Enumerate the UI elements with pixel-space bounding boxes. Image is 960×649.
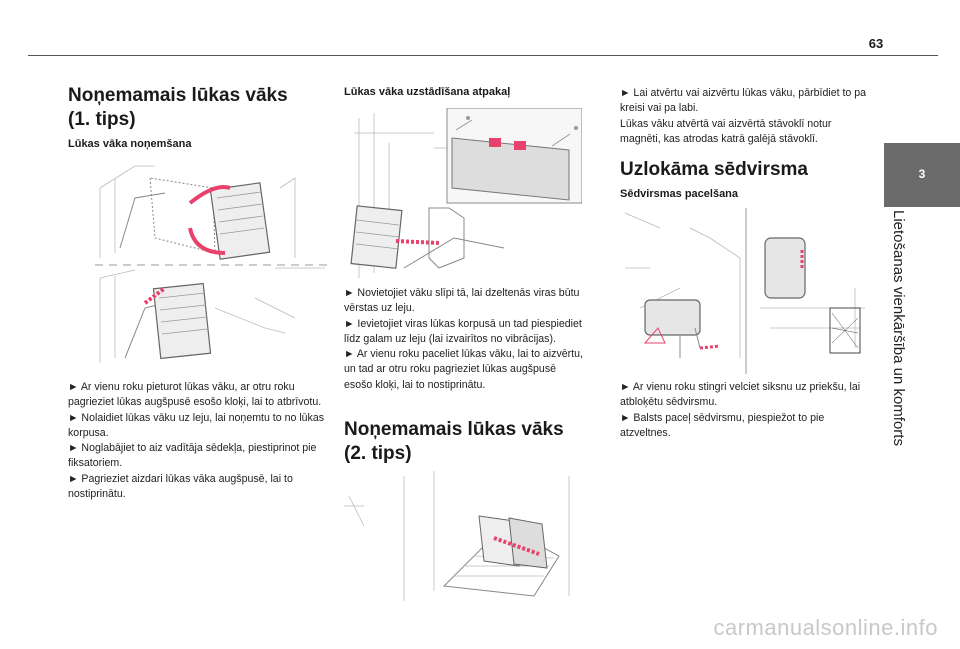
col2-step-2: ► Ievietojiet viras lūkas korpusā un tad piespiediet līdz galam uz leju (lai izvairītos no vibrācijas).: [344, 317, 582, 345]
chapter-title-vertical: [888, 210, 910, 460]
header-rule: [28, 55, 938, 56]
col2-heading2-line1: Noņemamais lūkas vāks: [344, 419, 564, 440]
col3-instructions-top: [620, 86, 870, 147]
col1-instructions: [68, 380, 328, 502]
col1-subheading: Lūkas vāka noņemšana: [68, 138, 192, 150]
page-number: 63: [868, 36, 884, 51]
col2-instructions: [344, 286, 584, 393]
col3-step-3: ► Balsts paceļ sēdvirsmu, piespiežot to pie atzveltnes.: [620, 411, 825, 439]
col3-step-2: ► Ar vienu roku stingri velciet siksnu uz priekšu, lai atbloķētu sēdvirsmu.: [620, 381, 861, 409]
col1-step-3: ► Noglabājiet to aiz vadītāja sēdekļa, piestiprinot pie fiksatoriem.: [68, 442, 317, 470]
chapter-tab[interactable]: [884, 143, 960, 207]
illustration-cover-removal: [95, 158, 327, 370]
illustration-seat-lift: [620, 208, 870, 374]
col1-step-4: ► Pagrieziet aizdari lūkas vāka augšpusē, lai to nostiprinātu.: [68, 472, 293, 501]
col2-heading2-line2: (2. tips): [344, 443, 412, 464]
col1-step-1: ► Ar vienu roku pieturot lūkas vāku, ar otru roku pagrieziet lūkas augšpusē esošo kloķi, lai to atbrīvotu.: [68, 381, 322, 409]
col3-note: Lūkas vāku atvērtā vai aizvērtā stāvoklī notur magnēti, kas atrodas katrā galējā stāvoklī.: [620, 117, 832, 145]
chapter-title: Lietošanas vienkāršība un komforts: [890, 210, 907, 446]
col1-step-2: ► Nolaidiet lūkas vāku uz leju, lai noņemtu to no lūkas korpusa.: [68, 411, 325, 439]
col2-subheading: Lūkas vāka uzstādīšana atpakaļ: [344, 86, 511, 98]
col2-heading2: [344, 418, 594, 466]
col3-step-1: ► Lai atvērtu vai aizvērtu lūkas vāku, pārbīdiet to pa kreisi vai pa labi.: [620, 87, 867, 115]
col1-heading: [68, 84, 318, 132]
col1-heading-line2: (1. tips): [68, 109, 136, 130]
col2-step-1: ► Novietojiet vāku slīpi tā, lai dzeltenās viras būtu vērstas uz leju.: [344, 287, 580, 315]
col3-heading: Uzlokāma sēdvirsma: [620, 159, 808, 180]
chapter-number: 3: [918, 167, 926, 181]
col2-step-3: ► Ar vienu roku paceliet lūkas vāku, lai to aizvērtu, un tad ar otru roku pagrieziet lūkas augšpusē esošo kloķi, lai to nostiprinātu.: [344, 348, 583, 391]
col3-subheading: Sēdvirsmas pacelšana: [620, 188, 739, 200]
col1-heading-line1: Noņemamais lūkas vāks: [68, 85, 288, 106]
col3-instructions-bottom: [620, 380, 870, 441]
watermark: carmanualsonline.info: [713, 615, 938, 640]
illustration-cover-type2: [344, 466, 582, 604]
illustration-cover-refit: [344, 108, 582, 280]
